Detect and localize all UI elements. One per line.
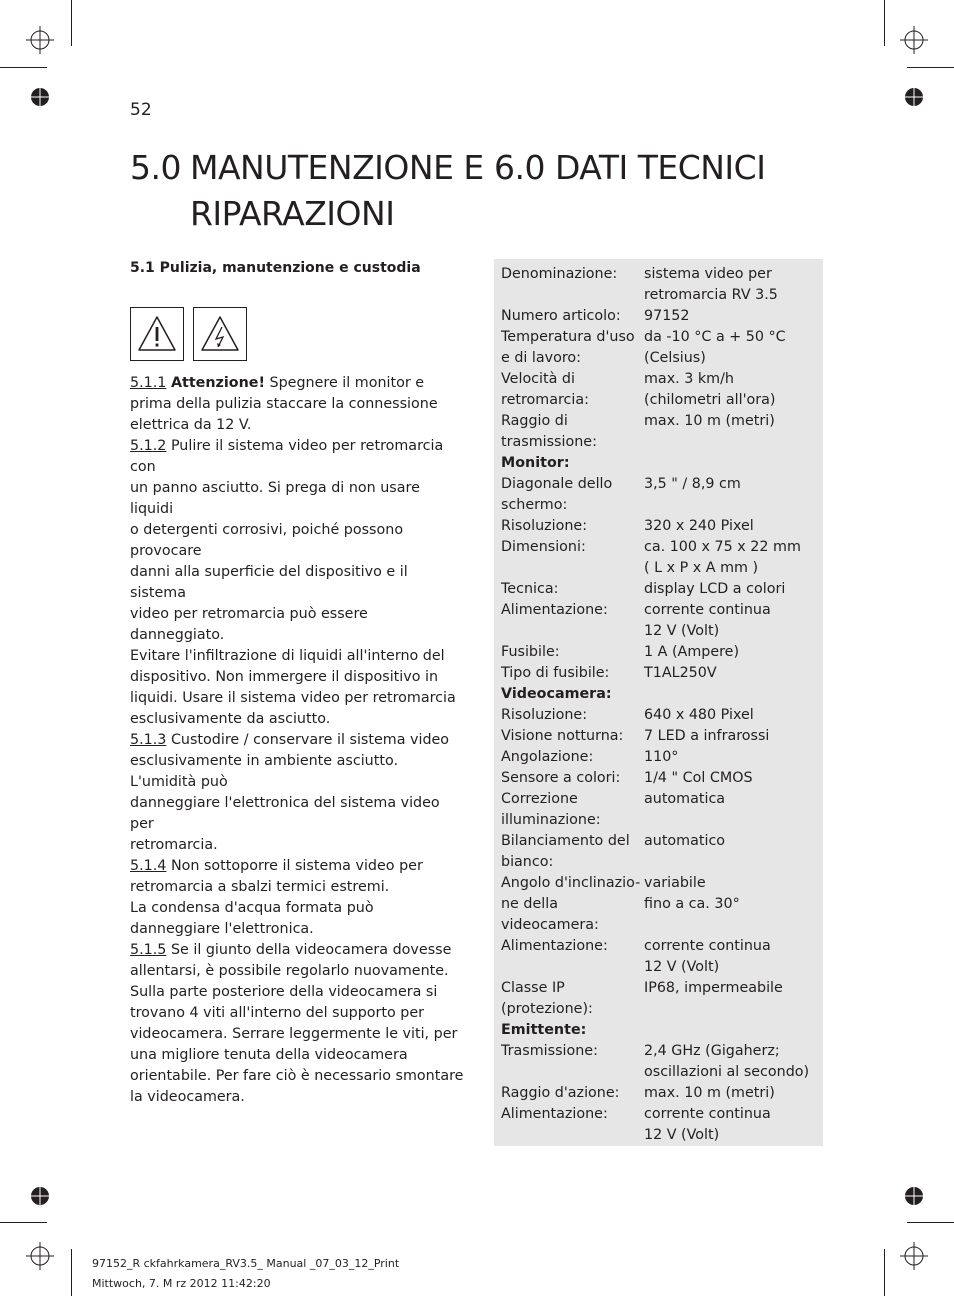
warning-triangle-icon — [130, 307, 184, 361]
text-line: o detergenti corrosivi, poiché possono provocare — [130, 522, 404, 559]
spec-label — [501, 768, 644, 789]
spec-label-line: Risoluzione: — [501, 707, 588, 723]
spec-value — [644, 663, 821, 684]
text-line: allentarsi, è possibile regolarlo nuovamente. — [130, 963, 449, 979]
section-number: 5.1.3 — [130, 732, 167, 748]
crop-mark — [71, 1249, 72, 1296]
spec-value — [644, 789, 821, 831]
crop-mark — [71, 0, 72, 46]
instruction-paragraph — [130, 436, 465, 730]
text-line: retromarcia a sbalzi termici estremi. — [130, 879, 390, 895]
registration-mark-icon — [26, 1242, 54, 1270]
spec-row — [501, 705, 821, 726]
spec-label-line: Temperatura d'uso — [501, 329, 635, 345]
spec-value — [644, 1041, 821, 1083]
crop-mark — [884, 0, 885, 46]
spec-row — [501, 936, 821, 978]
spec-value-line: 12 V (Volt) — [644, 1127, 720, 1143]
instruction-paragraph — [130, 940, 465, 1108]
registration-mark-icon — [900, 1242, 928, 1270]
spec-label-line: Alimentazione: — [501, 1106, 608, 1122]
spec-value-line: 640 x 480 Pixel — [644, 707, 754, 723]
text-line: prima della pulizia staccare la connessione — [130, 396, 438, 412]
crop-mark — [907, 1222, 954, 1223]
spec-row — [501, 747, 821, 768]
text-line: la videocamera. — [130, 1089, 245, 1105]
section-number: 5.1.4 — [130, 858, 167, 874]
text-line: dispositivo. Non immergere il dispositivo in — [130, 669, 439, 685]
instruction-paragraph — [130, 730, 465, 856]
spec-label-line: Sensore a colori: — [501, 770, 621, 786]
spec-value-line: automatico — [644, 833, 726, 849]
text-line: trovano 4 viti all'interno del supporto per — [130, 1005, 425, 1021]
spec-label — [501, 726, 644, 747]
spec-label-line: videocamera: — [501, 917, 599, 933]
spec-label-line: Numero articolo: — [501, 308, 621, 324]
text-line: una migliore tenuta della videocamera — [130, 1047, 408, 1063]
heading-number: 5.0 — [130, 148, 181, 187]
spec-label — [501, 831, 644, 873]
text-line: danneggiare l'elettronica. — [130, 921, 314, 937]
crop-mark — [907, 67, 954, 68]
text-line: danni alla superficie del dispositivo e il sistema — [130, 564, 408, 601]
spec-row — [501, 1041, 821, 1083]
text-line: video per retromarcia può essere danneggiato. — [130, 606, 368, 643]
spec-row — [501, 768, 821, 789]
text-line — [130, 373, 465, 394]
maintenance-instructions — [130, 373, 465, 1108]
spec-label — [501, 705, 644, 726]
spec-value-line: max. 3 km/h — [644, 371, 734, 387]
spec-group-heading: Emittente: — [501, 1022, 587, 1038]
text-line: videocamera. Serrare leggermente le viti, per — [130, 1026, 458, 1042]
line-text: Custodire / conservare il sistema video — [170, 732, 450, 748]
text-line — [130, 436, 465, 478]
registration-mark-icon — [26, 26, 54, 54]
spec-value-line: IP68, impermeabile — [644, 980, 783, 996]
spec-row — [501, 516, 821, 537]
spec-value-line: 3,5 " / 8,9 cm — [644, 476, 741, 492]
spec-value — [644, 1083, 821, 1104]
spec-value-line: corrente continua — [644, 1106, 771, 1122]
spec-row — [501, 264, 821, 306]
spec-row — [501, 663, 821, 684]
text-line — [130, 940, 465, 961]
spec-value-line: 1 A (Ampere) — [644, 644, 740, 660]
spec-value — [644, 264, 821, 306]
spec-value — [644, 600, 821, 642]
spec-row — [501, 474, 821, 516]
spec-label-line: Angolo d'inclinazio- — [501, 875, 641, 891]
spec-row — [501, 327, 821, 369]
text-line: retromarcia. — [130, 837, 218, 853]
target-dot-icon — [904, 87, 924, 107]
spec-value — [644, 579, 821, 600]
line-text: Spegnere il monitor e — [264, 375, 425, 391]
spec-label-line: ne della — [501, 896, 558, 912]
spec-row — [501, 873, 821, 936]
spec-row — [501, 789, 821, 831]
spec-label-line: Tipo di fusibile: — [501, 665, 610, 681]
spec-label-line: Denominazione: — [501, 266, 618, 282]
target-dot-icon — [30, 87, 50, 107]
spec-value — [644, 936, 821, 978]
spec-value-line: max. 10 m (metri) — [644, 413, 775, 429]
spec-value-line: 1/4 " Col CMOS — [644, 770, 753, 786]
spec-value-line: corrente continua — [644, 938, 771, 954]
spec-label — [501, 747, 644, 768]
page-number: 52 — [130, 100, 152, 120]
spec-label-line: Velocità di — [501, 371, 575, 387]
spec-label — [501, 411, 644, 453]
spec-value — [644, 327, 821, 369]
spec-value — [644, 537, 821, 579]
spec-row — [501, 306, 821, 327]
spec-label-line: bianco: — [501, 854, 554, 870]
spec-value-line: max. 10 m (metri) — [644, 1085, 775, 1101]
spec-value — [644, 768, 821, 789]
print-footer-line: Mittwoch, 7. M rz 2012 11:42:20 — [92, 1277, 271, 1290]
spec-value — [644, 411, 821, 453]
target-dot-icon — [30, 1186, 50, 1206]
spec-label — [501, 1104, 644, 1146]
text-line: elettrica da 12 V. — [130, 417, 252, 433]
spec-value — [644, 705, 821, 726]
spec-value — [644, 642, 821, 663]
spec-label-line: Alimentazione: — [501, 938, 608, 954]
spec-value — [644, 747, 821, 768]
text-line: orientabile. Per fare ciò è necessario smontare — [130, 1068, 464, 1084]
spec-label-line: Raggio d'azione: — [501, 1085, 620, 1101]
spec-value-line: 7 LED a infrarossi — [644, 728, 770, 744]
spec-label-line: Dimensioni: — [501, 539, 586, 555]
spec-value-line: 110° — [644, 749, 679, 765]
text-line: un panno asciutto. Si prega di non usare liquidi — [130, 480, 420, 517]
spec-label-line: Alimentazione: — [501, 602, 608, 618]
spec-value-line: (chilometri all'ora) — [644, 392, 776, 408]
technical-data-box — [494, 259, 823, 1146]
spec-value — [644, 1104, 821, 1146]
spec-label — [501, 579, 644, 600]
warning-icons — [130, 307, 256, 361]
section-number: 5.1.5 — [130, 942, 167, 958]
spec-label-line: (protezione): — [501, 1001, 593, 1017]
section-number: 5.1.1 — [130, 375, 167, 391]
high-voltage-icon — [193, 307, 247, 361]
spec-row — [501, 537, 821, 579]
spec-row — [501, 369, 821, 411]
text-line: esclusivamente in ambiente asciutto. L'umidità può — [130, 753, 398, 790]
crop-mark — [884, 1249, 885, 1296]
technical-data-list — [501, 264, 821, 1146]
spec-value-line: da -10 °C a + 50 °C — [644, 329, 786, 345]
attention-label: Attenzione! — [170, 375, 265, 391]
spec-value-line: T1AL250V — [644, 665, 717, 681]
spec-label — [501, 474, 644, 516]
spec-row — [501, 411, 821, 453]
text-line: esclusivamente da asciutto. — [130, 711, 331, 727]
spec-row — [501, 726, 821, 747]
spec-label-line: trasmissione: — [501, 434, 597, 450]
text-line: La condensa d'acqua formata può — [130, 900, 374, 916]
spec-label-line: illuminazione: — [501, 812, 601, 828]
spec-row — [501, 1083, 821, 1104]
spec-label-line: Classe IP — [501, 980, 565, 996]
target-dot-icon — [904, 1186, 924, 1206]
spec-label — [501, 537, 644, 579]
spec-value — [644, 726, 821, 747]
instruction-paragraph — [130, 856, 465, 940]
spec-row — [501, 579, 821, 600]
print-footer-line: 97152_R ckfahrkamera_RV3.5_ Manual _07_03_12_Print — [92, 1257, 400, 1270]
spec-label-line: Tecnica: — [501, 581, 559, 597]
spec-group-heading: Videocamera: — [501, 686, 612, 702]
spec-value-line: oscillazioni al secondo) — [644, 1064, 810, 1080]
spec-label-line: Risoluzione: — [501, 518, 588, 534]
spec-label-line: retromarcia: — [501, 392, 589, 408]
section-number: 5.1.2 — [130, 438, 167, 454]
spec-row — [501, 831, 821, 873]
spec-label-line: Correzione — [501, 791, 578, 807]
spec-row — [501, 642, 821, 663]
spec-label-line: Visione notturna: — [501, 728, 624, 744]
spec-value-line: 97152 — [644, 308, 690, 324]
spec-label — [501, 264, 644, 306]
spec-value — [644, 978, 821, 1020]
subsection-heading: 5.1 Pulizia, manutenzione e custodia — [130, 260, 421, 276]
spec-value — [644, 873, 821, 936]
spec-value — [644, 306, 821, 327]
spec-label-line: Fusibile: — [501, 644, 560, 660]
registration-mark-icon — [900, 26, 928, 54]
line-text: Pulire il sistema video per retromarcia con — [130, 438, 444, 475]
spec-value-line: retromarcia RV 3.5 — [644, 287, 778, 303]
text-line — [130, 730, 465, 751]
spec-label-line: e di lavoro: — [501, 350, 582, 366]
spec-value-line: 320 x 240 Pixel — [644, 518, 754, 534]
text-line: liquidi. Usare il sistema video per retromarcia — [130, 690, 456, 706]
spec-value-line: variabile — [644, 875, 706, 891]
spec-label — [501, 369, 644, 411]
section-heading-maintenance — [130, 145, 484, 237]
spec-label — [501, 663, 644, 684]
spec-value-line: 12 V (Volt) — [644, 623, 720, 639]
spec-value-line: sistema video per — [644, 266, 772, 282]
spec-label — [501, 327, 644, 369]
spec-value-line: (Celsius) — [644, 350, 706, 366]
spec-label — [501, 978, 644, 1020]
spec-label-line: Angolazione: — [501, 749, 594, 765]
spec-value-line: 2,4 GHz (Gigaherz; — [644, 1043, 780, 1059]
line-text: Non sottoporre il sistema video per — [170, 858, 423, 874]
spec-label — [501, 936, 644, 978]
spec-label-line: Bilanciamento del — [501, 833, 630, 849]
text-line: Sulla parte posteriore della videocamera si — [130, 984, 438, 1000]
section-heading-technical-data: 6.0 DATI TECNICI — [494, 148, 766, 187]
spec-row — [501, 600, 821, 642]
spec-label — [501, 642, 644, 663]
spec-row — [501, 1104, 821, 1146]
spec-value-line: ca. 100 x 75 x 22 mm — [644, 539, 801, 555]
spec-label — [501, 306, 644, 327]
spec-value-line: fino a ca. 30° — [644, 896, 740, 912]
spec-group-heading: Monitor: — [501, 455, 570, 471]
spec-value-line: display LCD a colori — [644, 581, 786, 597]
heading-line: MANUTENZIONE E — [190, 148, 484, 187]
spec-label-line: Trasmissione: — [501, 1043, 598, 1059]
instruction-paragraph — [130, 373, 465, 436]
spec-value-line: automatica — [644, 791, 726, 807]
spec-label-line: Diagonale dello — [501, 476, 613, 492]
line-text: Se il giunto della videocamera dovesse — [170, 942, 452, 958]
spec-row — [501, 978, 821, 1020]
spec-value-line: 12 V (Volt) — [644, 959, 720, 975]
crop-mark — [0, 67, 47, 68]
text-line: Evitare l'infiltrazione di liquidi all'interno del — [130, 648, 445, 664]
spec-label — [501, 600, 644, 642]
spec-value — [644, 516, 821, 537]
spec-value-line: corrente continua — [644, 602, 771, 618]
text-line — [130, 856, 465, 877]
spec-label-line: schermo: — [501, 497, 568, 513]
spec-value-line: ( L x P x A mm ) — [644, 560, 759, 576]
spec-label — [501, 789, 644, 831]
spec-value — [644, 474, 821, 516]
spec-label — [501, 516, 644, 537]
spec-label-line: Raggio di — [501, 413, 568, 429]
spec-label — [501, 1041, 644, 1083]
text-line: danneggiare l'elettronica del sistema video per — [130, 795, 440, 832]
spec-label — [501, 1083, 644, 1104]
spec-value — [644, 369, 821, 411]
heading-line: RIPARAZIONI — [190, 194, 395, 233]
spec-label — [501, 873, 644, 936]
spec-value — [644, 831, 821, 873]
crop-mark — [0, 1222, 47, 1223]
